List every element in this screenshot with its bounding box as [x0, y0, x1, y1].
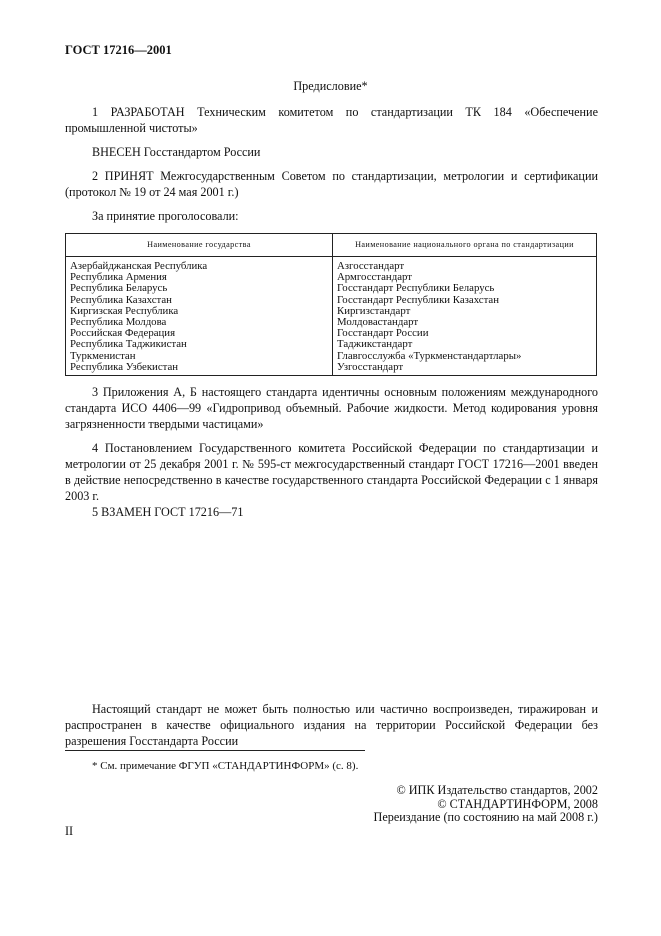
state-name: Республика Беларусь — [66, 283, 333, 294]
table-row — [66, 339, 597, 350]
paragraph-1 — [65, 104, 598, 136]
column-header-body: Наименование национального органа по стандартизации — [333, 234, 597, 257]
state-name: Республика Таджикистан — [66, 339, 333, 350]
standards-body: Главгосслужба «Туркменстандартлары» — [333, 351, 597, 362]
table-row — [66, 362, 597, 376]
paragraph-5-text: 5 ВЗАМЕН ГОСТ 17216—71 — [92, 505, 244, 519]
table-row — [66, 257, 597, 273]
section-title: Предисловие* — [293, 79, 368, 93]
standards-body: Госстандарт Республики Казахстан — [333, 295, 597, 306]
standards-body: Узгосстандарт — [333, 362, 597, 376]
paragraph-4 — [65, 440, 598, 504]
paragraph-vnesen-text: ВНЕСЕН Госстандартом России — [92, 145, 261, 159]
state-name: Республика Молдова — [66, 317, 333, 328]
standards-body: Молдовастандарт — [333, 317, 597, 328]
state-name: Азербайджанская Республика — [66, 257, 333, 273]
state-name: Туркменистан — [66, 351, 333, 362]
paragraph-3 — [65, 384, 598, 432]
paragraph-1-text: 1 РАЗРАБОТАН Техническим комитетом по стандартизации ТК 184 «Обеспечение промышленной чистоты» — [65, 105, 598, 135]
standards-body: Таджикстандарт — [333, 339, 597, 350]
copyright-notice — [65, 701, 598, 749]
standards-body: Киргизстандарт — [333, 306, 597, 317]
footnote: * См. примечание ФГУП «СТАНДАРТИНФОРМ» (с. 8). — [92, 760, 359, 772]
paragraph-2-text: 2 ПРИНЯТ Межгосударственным Советом по стандартизации, метрологии и сертификации (протокол № 19 от 24 мая 2001 г.) — [65, 169, 598, 199]
standards-body: Госстандарт России — [333, 328, 597, 339]
states-table — [65, 233, 597, 376]
standards-body: Азгосстандарт — [333, 257, 597, 273]
footnote-divider — [65, 750, 365, 751]
paragraph-2 — [65, 168, 598, 200]
state-name: Республика Армения — [66, 272, 333, 283]
state-name: Республика Узбекистан — [66, 362, 333, 376]
copyright-line-1: © ИПК Издательство стандартов, 2002 — [396, 783, 598, 797]
reissue-line: Переиздание (по состоянию на май 2008 г.) — [373, 810, 598, 824]
copyright-notice-text: Настоящий стандарт не может быть полностью или частично воспроизведен, тиражирован и распространен в качестве официального издания на территории Российской Федерации без разрешения Госстандарта России — [65, 702, 598, 748]
standards-body: Госстандарт Республики Беларусь — [333, 283, 597, 294]
state-name: Киргизская Республика — [66, 306, 333, 317]
state-name: Российская Федерация — [66, 328, 333, 339]
copyright-line-2: © СТАНДАРТИНФОРМ, 2008 — [437, 797, 598, 811]
paragraph-5 — [65, 504, 598, 520]
paragraph-3-text: 3 Приложения А, Б настоящего стандарта идентичны основным положениям международного стандарта ИСО 4406—99 «Гидропривод объемный. Рабочие жидкости. Метод кодирования уровня загрязненности твердыми частицами» — [65, 385, 598, 431]
table-header-row — [66, 234, 597, 257]
standards-body: Армгосстандарт — [333, 272, 597, 283]
column-header-state: Наименование государства — [66, 234, 333, 257]
state-name: Республика Казахстан — [66, 295, 333, 306]
page-number: II — [65, 824, 74, 838]
paragraph-4-text: 4 Постановлением Государственного комитета Российской Федерации по стандартизации и метрологии от 25 декабря 2001 г. № 595-ст межгосударственный стандарт ГОСТ 17216—2001 введен в действие непосредственно в качестве государственного стандарта Российской Федерации с 1 января 2003 г. — [65, 441, 598, 503]
vote-label: За принятие проголосовали: — [92, 209, 239, 223]
document-header: ГОСТ 17216—2001 — [65, 43, 172, 57]
table-row — [66, 283, 597, 294]
paragraph-vnesen — [65, 144, 598, 160]
